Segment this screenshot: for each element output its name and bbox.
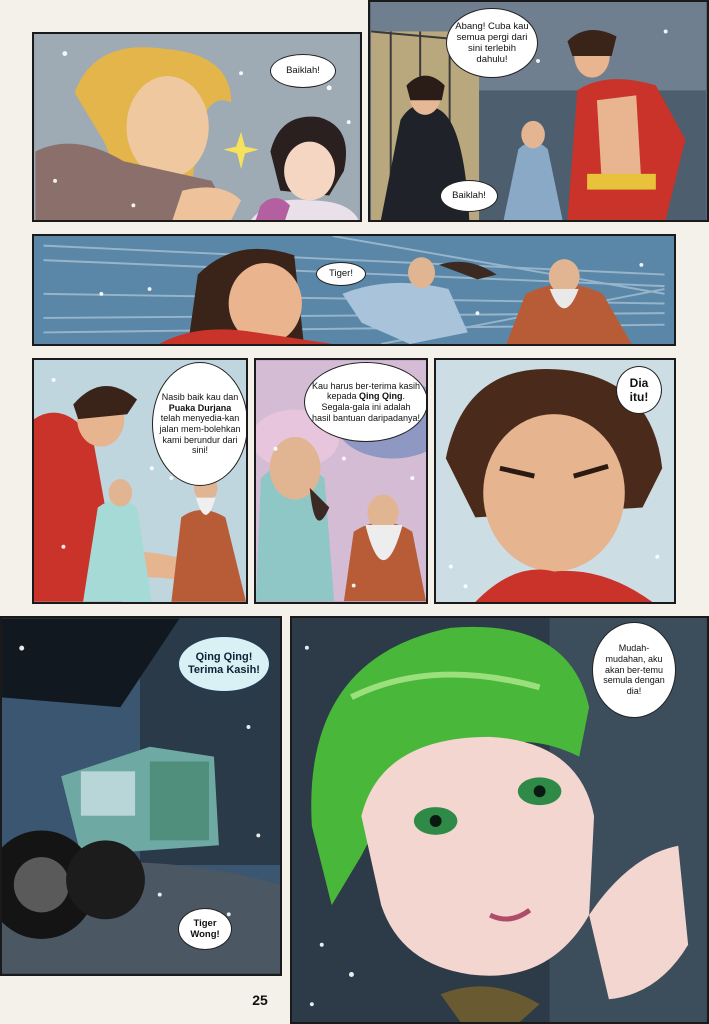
page-number: 25 <box>252 992 268 1008</box>
panel-3 <box>32 234 676 346</box>
panel-5 <box>254 358 428 604</box>
panel-7 <box>0 616 282 976</box>
speech-bubble-baiklah: Baiklah! <box>270 54 336 88</box>
panel-6 <box>434 358 676 604</box>
kau-harus-highlight: Qing Qing <box>359 391 403 402</box>
nasib-highlight: Puaka Durjana <box>168 402 232 413</box>
speech-bubble-baiklah-2: Baiklah! <box>440 180 498 212</box>
kau-harus-line1: Kau harus ber-terima kasih kepada <box>311 380 421 402</box>
speech-bubble-nasib <box>152 362 248 486</box>
panel-3-art <box>34 236 674 344</box>
speech-bubble-abang: Abang! Cuba kau semua pergi dari sini terlebih dahulu! <box>446 8 538 78</box>
speech-bubble-mudah-mudahan: Mudah-mudahan, aku akan ber-temu semula dengan dia! <box>592 622 676 718</box>
speech-bubble-tiger: Tiger! <box>316 262 366 286</box>
panel-4 <box>32 358 248 604</box>
speech-bubble-dia-itu: Dia itu! <box>616 366 662 414</box>
nasib-line1: Nasib baik kau dan <box>161 392 239 403</box>
panel-2-art <box>370 2 707 220</box>
panel-2 <box>368 0 709 222</box>
speech-bubble-qing-qing-terima-kasih: Qing Qing! Terima Kasih! <box>178 636 270 692</box>
speech-bubble-kau-harus <box>304 362 428 442</box>
panel-8 <box>290 616 709 1024</box>
speech-bubble-tiger-wong: Tiger Wong! <box>178 908 232 950</box>
kau-harus-line2: . Segala-gala ini adalah hasil bantuan daripadanya! <box>311 391 421 423</box>
nasib-line2: telah menyedia-kan jalan mem-bolehkan kami berundur dari sini! <box>159 413 241 456</box>
panel-1 <box>32 32 362 222</box>
